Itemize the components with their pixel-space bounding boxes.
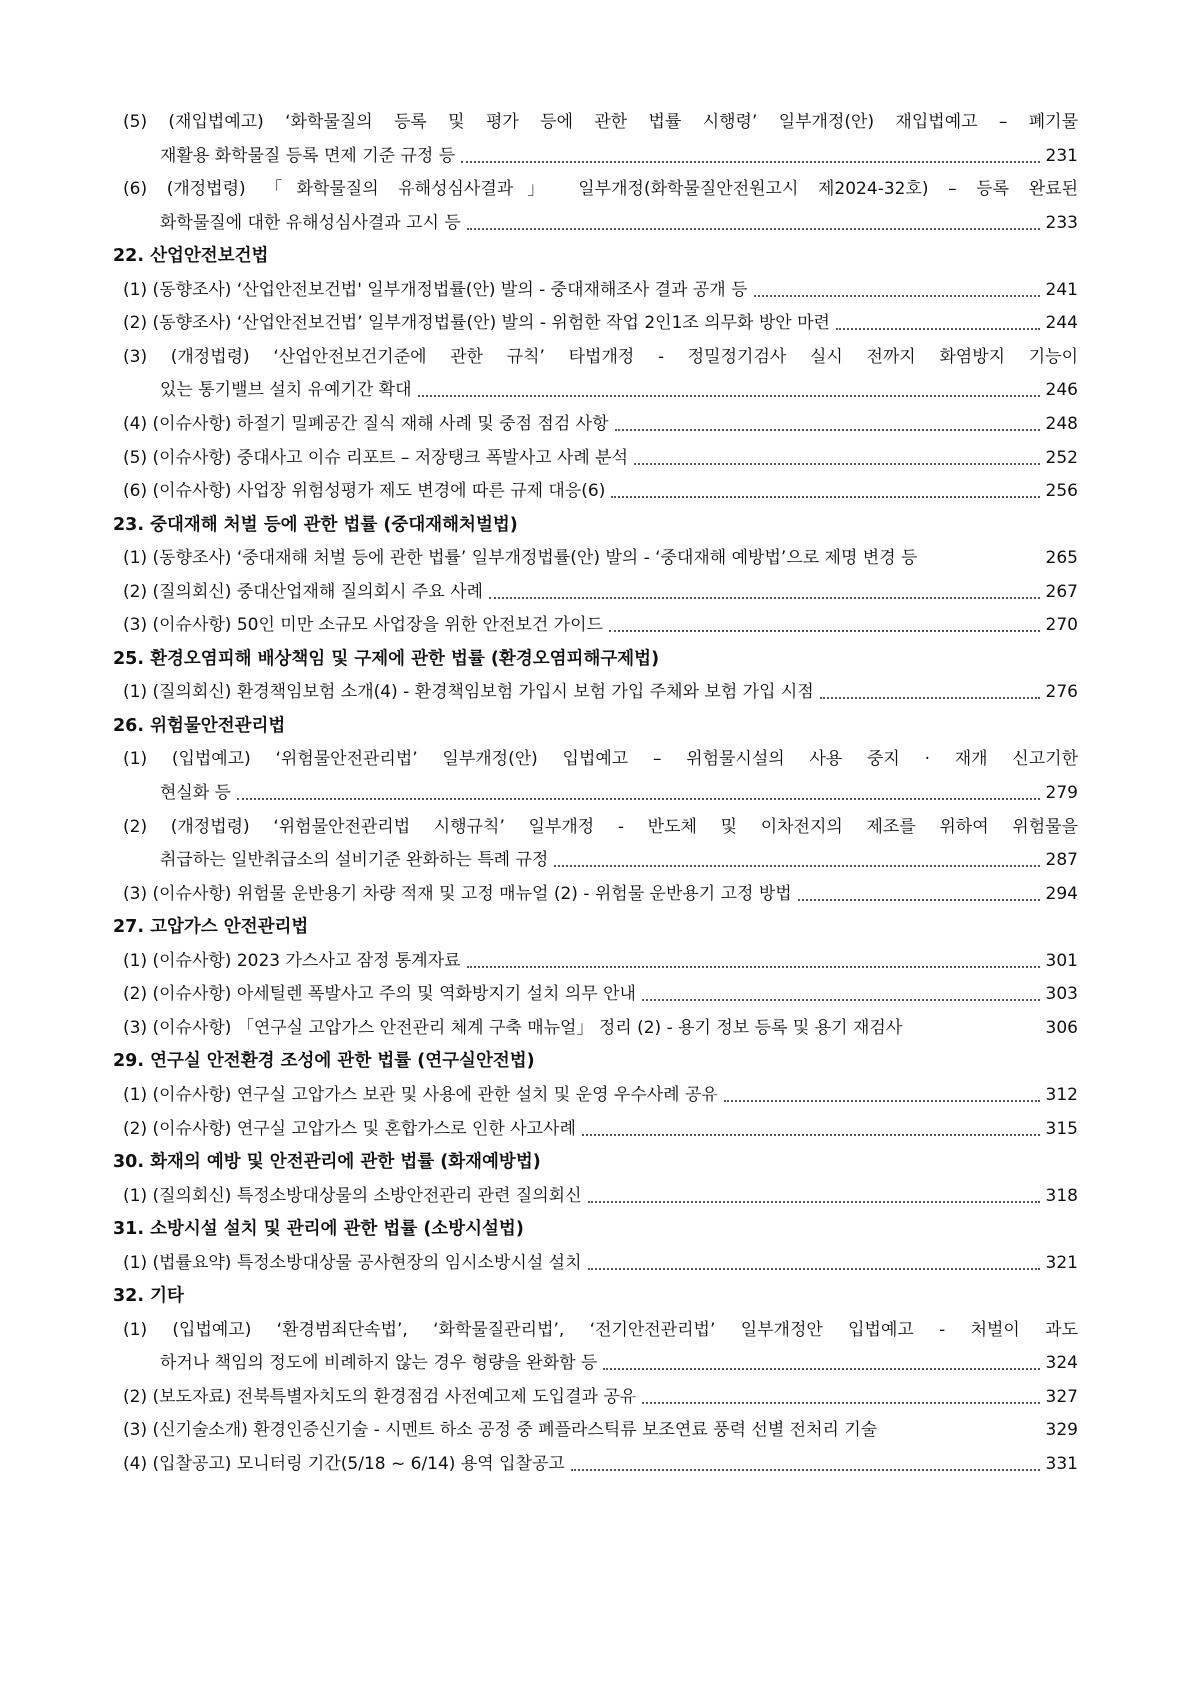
toc-entry-title: (2) (이슈사항) 연구실 고압가스 및 혼합가스로 인한 사고사례 — [123, 1118, 576, 1139]
section-heading: 22. 산업안전보건법 — [113, 246, 269, 267]
page-number: 244 — [1045, 313, 1078, 334]
dot-leader — [798, 897, 1040, 901]
page-number: 294 — [1045, 883, 1078, 904]
dot-leader — [582, 1132, 1040, 1136]
toc-entry-title: (1) (질의회신) 환경책임보험 소개(4) - 환경책임보험 가입시 보험 가입 주체와 보험 가입 시점 — [123, 682, 814, 703]
page-number: 267 — [1045, 581, 1078, 602]
toc-entry-title: (1) (법률요약) 특정소방대상물 공사현장의 임시소방시설 설치 — [123, 1252, 582, 1273]
toc-entry-title: (1) (입법예고) ‘위험물안전관리법’ 일부개정(안) 입법예고 – 위험물시설의 사용 중지 · 재개 신고기한 — [123, 749, 1078, 770]
toc-entry-continuation — [160, 207, 1078, 239]
toc-entry-title: (2) (질의회신) 중대산업재해 질의회시 주요 사례 — [123, 581, 483, 602]
toc-entry — [123, 1247, 1078, 1279]
toc-entry-title: (2) (보도자료) 전북특별자치도의 환경점검 사전예고제 도입결과 공유 — [123, 1386, 637, 1407]
toc-entry — [123, 1180, 1078, 1212]
toc-entry — [123, 1414, 1078, 1446]
page-number: 318 — [1045, 1185, 1078, 1206]
page-number: 331 — [1045, 1454, 1078, 1474]
dot-leader — [634, 461, 1040, 465]
dot-leader — [467, 964, 1040, 968]
dot-leader — [642, 1400, 1039, 1404]
page-number: 252 — [1045, 447, 1078, 468]
page-number: 327 — [1045, 1386, 1078, 1407]
dot-leader — [588, 1266, 1040, 1270]
section-heading: 32. 기타 — [113, 1286, 184, 1307]
toc-entry — [123, 811, 1078, 843]
dot-leader — [554, 863, 1039, 867]
toc-entry — [123, 307, 1078, 339]
toc-entry — [123, 408, 1078, 440]
toc-entry-title: (6) (이슈사항) 사업장 위험성평가 제도 변경에 따른 규제 대응(6) — [123, 481, 606, 501]
toc-entry-title: 재활용 화학물질 등록 면제 기준 규정 등 — [160, 145, 456, 166]
dot-leader — [571, 1467, 1040, 1471]
page-number: 279 — [1045, 783, 1078, 803]
toc-entry — [123, 978, 1078, 1010]
toc-entry-title: (5) (이슈사항) 중대사고 이슈 리포트 – 저장탱크 폭발사고 사례 분석 — [123, 447, 629, 468]
page-number: 270 — [1045, 615, 1078, 636]
dot-leader — [724, 1098, 1040, 1102]
page-number: 315 — [1045, 1118, 1078, 1139]
dot-leader — [603, 1366, 1039, 1370]
toc-entry-title: 하거나 책임의 정도에 비례하지 않는 경우 형량을 완화함 등 — [160, 1353, 598, 1374]
page-number: 231 — [1045, 145, 1078, 166]
toc-entry-title: (1) (입법예고) ‘환경범죄단속법’, ‘화학물질관리법’, ‘전기안전관리법’ 일부개정안 입법예고 - 처벌이 과도 — [123, 1319, 1078, 1340]
toc-entry-title: (2) (동향조사) ‘산업안전보건법’ 일부개정법률(안) 발의 - 위험한 작업 2인1조 의무화 방안 마련 — [123, 313, 830, 334]
dot-leader — [467, 226, 1040, 230]
toc-entry-continuation — [160, 777, 1078, 809]
section-heading: 31. 소방시설 설치 및 관리에 관한 법률 (소방시설법) — [113, 1219, 524, 1240]
toc-entry — [123, 274, 1078, 306]
dot-leader — [836, 326, 1040, 330]
toc-entry — [123, 106, 1078, 138]
toc-entry-continuation — [160, 844, 1078, 876]
toc-entry-title: (3) (개정법령) ‘산업안전보건기준에 관한 규칙’ 타법개정 - 정밀정기검사 실시 전까지 화염방지 기능이 — [123, 346, 1078, 367]
toc-entry-title: (3) (이슈사항) 「연구실 고압가스 안전관리 체계 구축 매뉴얼」 정리 (2) - 용기 정보 등록 및 용기 재검사 — [123, 1017, 903, 1038]
toc-entry — [123, 945, 1078, 977]
page-number: 248 — [1045, 413, 1078, 434]
dot-leader — [489, 595, 1040, 599]
toc-entry — [123, 1012, 1078, 1044]
toc-entry — [123, 542, 1078, 574]
page-number: 233 — [1045, 212, 1078, 233]
page-number: 276 — [1045, 682, 1078, 703]
page-number: 324 — [1045, 1353, 1078, 1374]
page-number: 312 — [1045, 1084, 1078, 1105]
page-number: 301 — [1045, 950, 1078, 971]
dot-leader — [611, 494, 1039, 498]
dot-leader — [461, 159, 1039, 163]
section-heading: 23. 중대재해 처벌 등에 관한 법률 (중대재해처벌법) — [113, 514, 518, 535]
dot-leader — [237, 796, 1039, 800]
toc-entry — [123, 676, 1078, 708]
toc-entry-title: (1) (동향조사) ‘중대재해 처벌 등에 관한 법률’ 일부개정법률(안) 발의 - ‘중대재해 예방법’으로 제명 변경 등 — [123, 548, 918, 569]
toc-entry-title: (1) (동향조사) ‘산업안전보건법' 일부개정법률(안) 발의 - 중대재해조사 결과 공개 등 — [123, 279, 748, 300]
section-heading: 25. 환경오염피해 배상책임 및 구제에 관한 법률 (환경오염피해구제법) — [113, 648, 660, 669]
toc-entry-continuation — [160, 1347, 1078, 1379]
toc-entry — [123, 341, 1078, 373]
toc-entry-title: 화학물질에 대한 유해성심사결과 고시 등 — [160, 212, 461, 233]
dot-leader — [418, 393, 1040, 397]
page-number: 246 — [1045, 380, 1078, 401]
toc-entry — [123, 1079, 1078, 1111]
dot-leader — [588, 1199, 1040, 1203]
section-heading: 30. 화재의 예방 및 안전관리에 관한 법률 (화재예방법) — [113, 1152, 541, 1172]
toc-entry-continuation — [160, 140, 1078, 172]
page-number: 303 — [1045, 984, 1078, 1005]
toc-entry — [123, 743, 1078, 775]
toc-entry — [123, 442, 1078, 474]
dot-leader — [642, 997, 1040, 1001]
toc-entry-title: (2) (개정법령) ‘위험물안전관리법 시행규칙’ 일부개정 - 반도체 및 이차전지의 제조를 위하여 위험물을 — [123, 816, 1078, 837]
toc-entry — [123, 576, 1078, 608]
toc-entry — [123, 1113, 1078, 1145]
toc-entry-title: (6) (개정법령) 「화학물질의 유해성심사결과」 일부개정(화학물질안전원고시 제2024-32호) – 등록 완료된 — [123, 179, 1078, 200]
toc-entry-title: (1) (이슈사항) 연구실 고압가스 보관 및 사용에 관한 설치 및 운영 우수사례 공유 — [123, 1084, 718, 1105]
toc-entry-title: (4) (입찰공고) 모니터링 기간(5/18 ~ 6/14) 용역 입찰공고 — [123, 1454, 565, 1474]
toc-entry — [123, 1314, 1078, 1346]
section-heading: 27. 고압가스 안전관리법 — [113, 917, 309, 938]
dot-leader — [820, 695, 1040, 699]
page-number: 306 — [1045, 1017, 1078, 1038]
toc-entry-title: (3) (이슈사항) 위험물 운반용기 차량 적재 및 고정 매뉴얼 (2) - 위험물 운반용기 고정 방법 — [123, 883, 792, 904]
toc-entry — [123, 475, 1078, 507]
dot-leader — [615, 427, 1040, 431]
toc-entry — [123, 878, 1078, 910]
page-number: 265 — [1045, 548, 1078, 569]
page-number: 321 — [1045, 1252, 1078, 1273]
toc-entry — [123, 1448, 1078, 1480]
toc-entry-title: (1) (질의회신) 특정소방대상물의 소방안전관리 관련 질의회신 — [123, 1185, 582, 1206]
toc-entry-title: 있는 통기밸브 설치 유예기간 확대 — [160, 380, 412, 401]
page-number: 287 — [1045, 850, 1078, 871]
toc-entry-title: (5) (재입법예고) ‘화학물질의 등록 및 평가 등에 관한 법률 시행령’ 일부개정(안) 재입법예고 – 폐기물 — [123, 112, 1078, 132]
page-number: 329 — [1045, 1420, 1078, 1441]
toc-entry-title: (1) (이슈사항) 2023 가스사고 잠정 통계자료 — [123, 950, 461, 971]
toc-entry-title: (3) (이슈사항) 50인 미만 소규모 사업장을 위한 안전보건 가이드 — [123, 615, 603, 636]
toc-entry-title: 취급하는 일반취급소의 설비기준 완화하는 특례 규정 — [160, 850, 549, 871]
toc-entry-title: (4) (이슈사항) 하절기 밀폐공간 질식 재해 사례 및 중점 점검 사항 — [123, 413, 609, 434]
section-heading: 26. 위험물안전관리법 — [113, 715, 286, 736]
toc-entry-continuation — [160, 374, 1078, 406]
toc-entry-title: 현실화 등 — [160, 783, 232, 803]
toc-entry-title: (2) (이슈사항) 아세틸렌 폭발사고 주의 및 역화방지기 설치 의무 안내 — [123, 984, 636, 1005]
dot-leader — [609, 628, 1040, 632]
toc-entry — [123, 609, 1078, 641]
toc-entry — [123, 173, 1078, 205]
dot-leader — [754, 293, 1040, 297]
toc-entry — [123, 1381, 1078, 1413]
toc-entry-title: (3) (신기술소개) 환경인증신기술 - 시멘트 하소 공정 중 폐플라스틱류 보조연료 풍력 선별 전처리 기술 — [123, 1420, 878, 1441]
section-heading: 29. 연구실 안전환경 조성에 관한 법률 (연구실안전법) — [113, 1051, 535, 1072]
page-number: 241 — [1045, 279, 1078, 300]
page-number: 256 — [1045, 481, 1078, 501]
